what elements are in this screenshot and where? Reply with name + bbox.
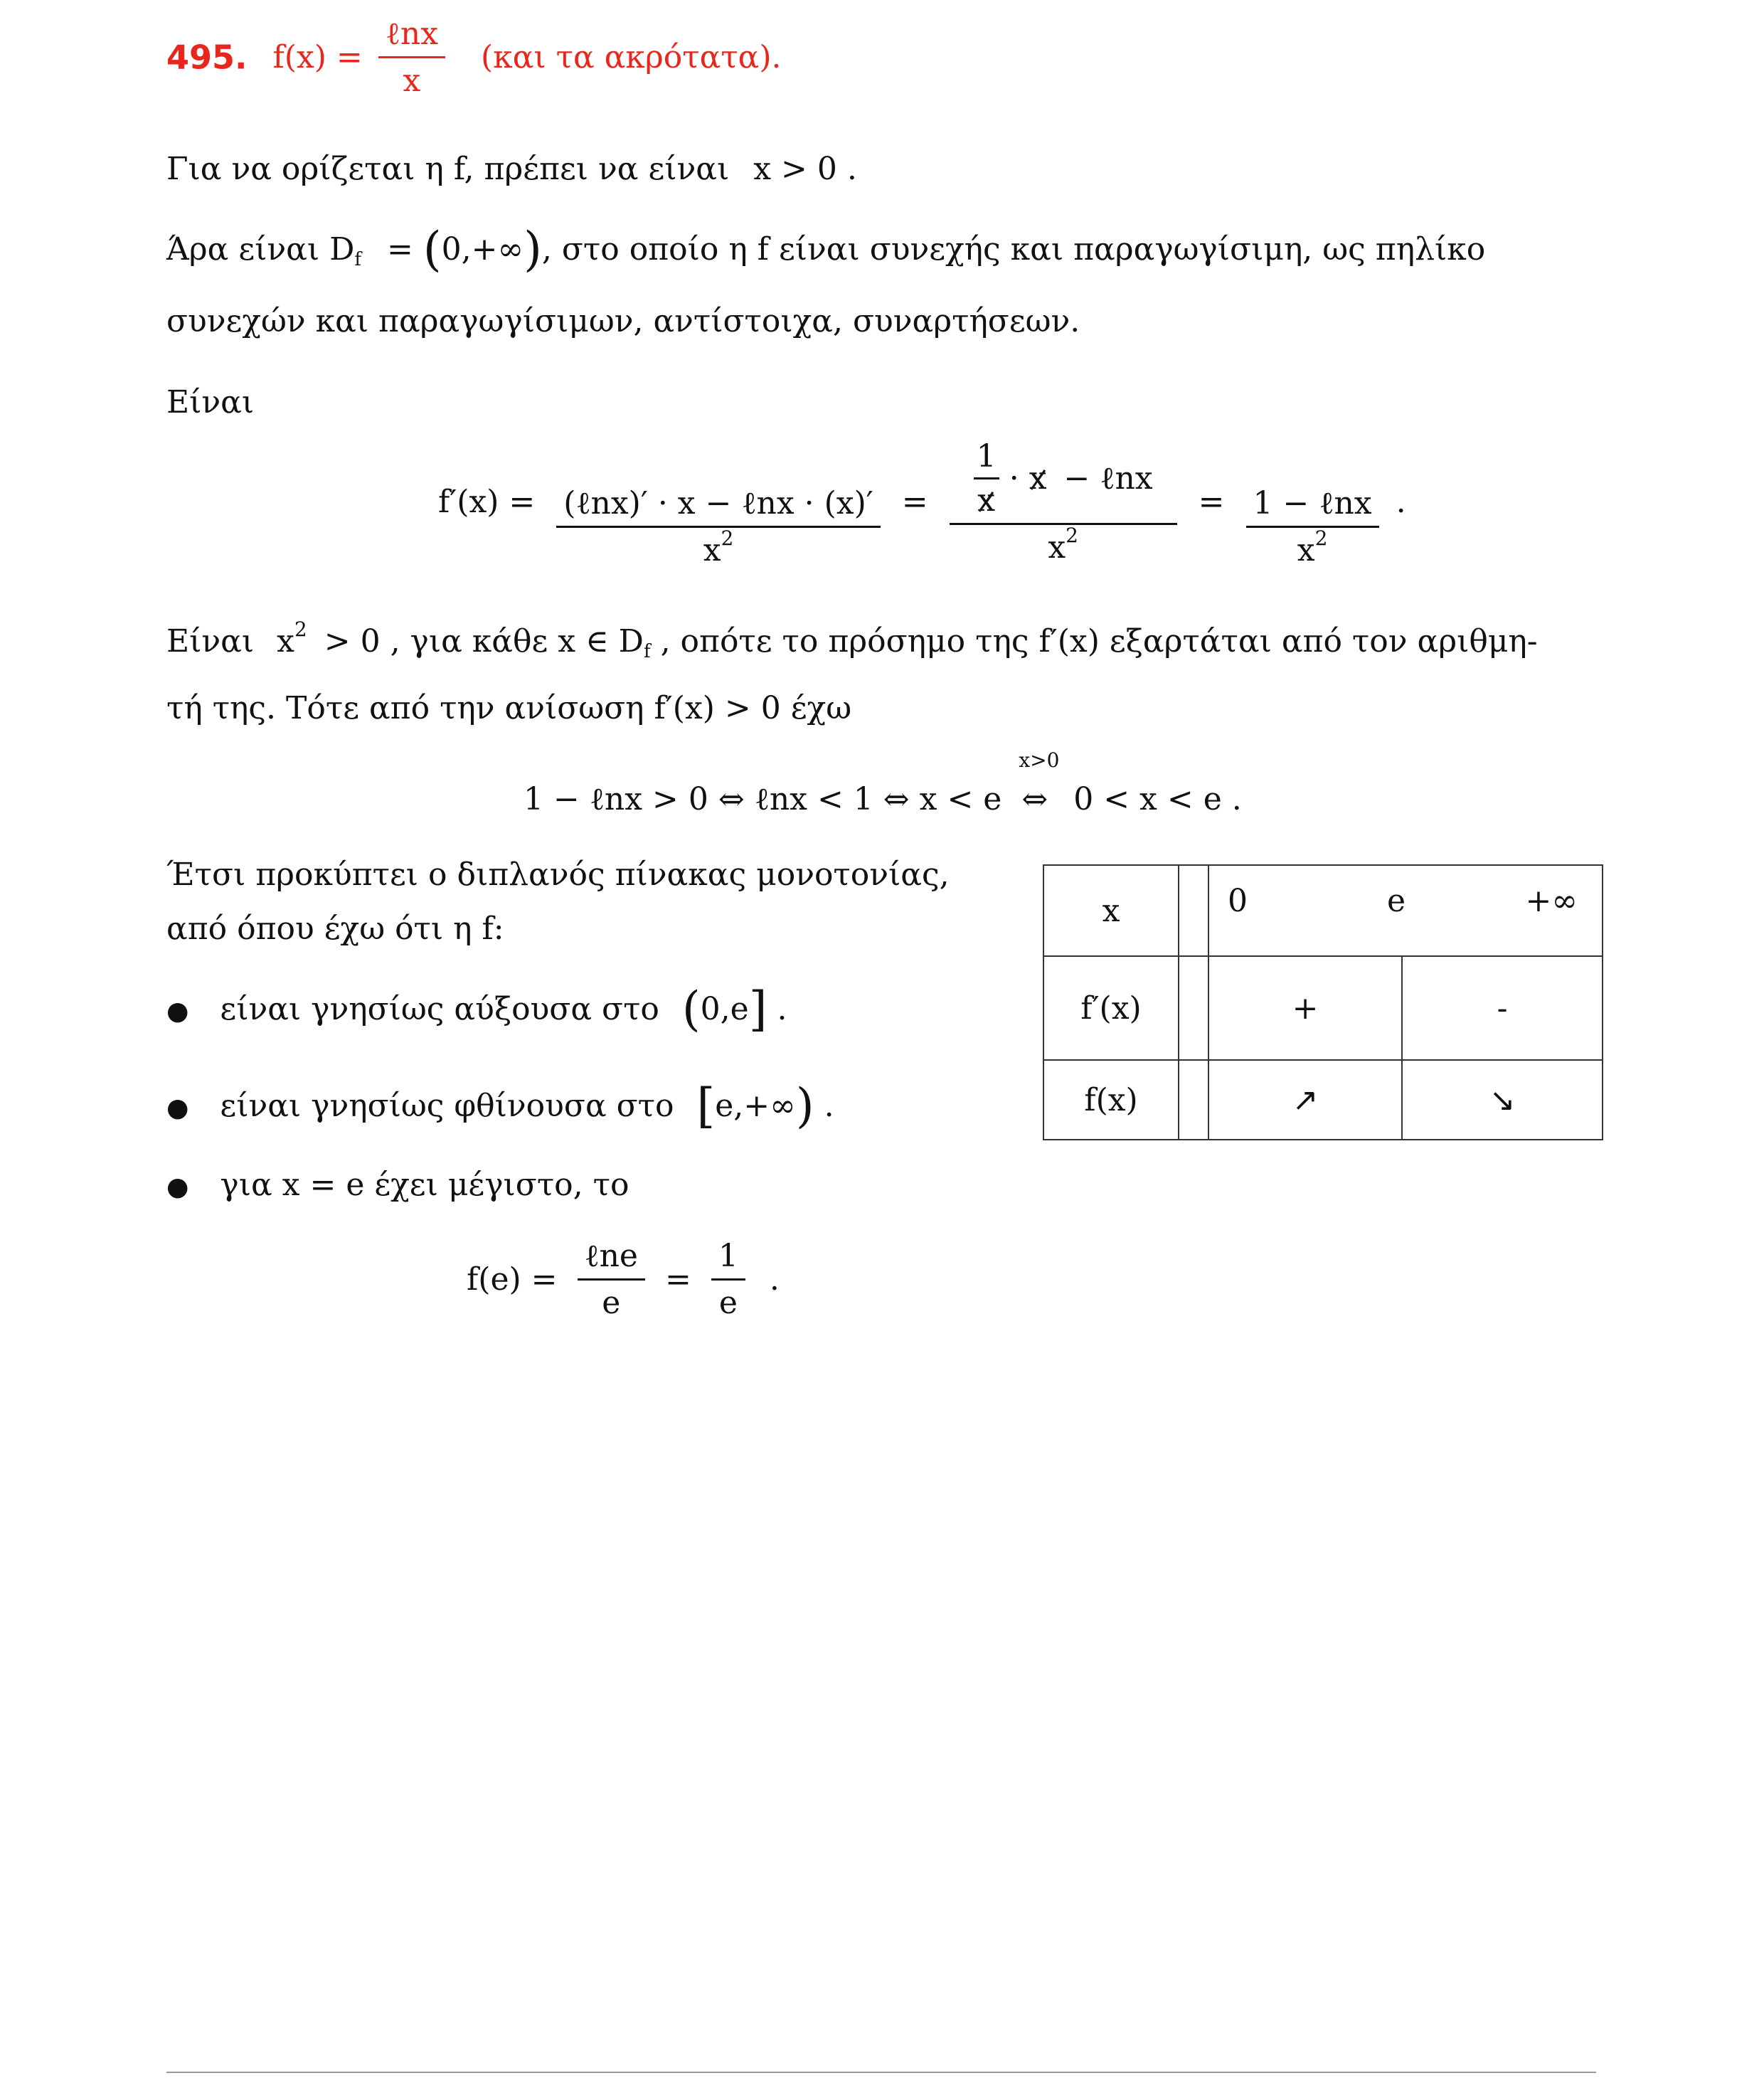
derivative-equation: f′(x) = $\frac{\text{(ℓnx)′ · x − ℓnx · (x)′}}{x^2}$ = $\frac{1}{x}$ · x − ℓnx $x^2$ = $\frac{\text{1 − ℓnx}}{x^2}$ .: [438, 435, 1406, 568]
paragraph-domain-condition: Για να ορίζεται η f, πρέπει να είναι x > 0 .: [166, 151, 857, 187]
problem-lhs: f(x) =: [272, 39, 363, 75]
sign-negative: -: [1402, 956, 1603, 1060]
table-x-values: 0 e +∞: [1208, 865, 1603, 956]
table-label-function: f(x): [1043, 1060, 1179, 1140]
problem-numerator: ℓnx: [385, 16, 439, 52]
table-row: [1043, 956, 1603, 1060]
paragraph-sign-line2: τή της. Τότε από την ανίσωση f′(x) > 0 έχω: [166, 690, 852, 726]
table-row: [1043, 1060, 1603, 1140]
derivative-fraction-2: $\frac{1}{x}$ · x − ℓnx $x^2$: [950, 438, 1177, 566]
table-label-derivative: f′(x): [1043, 956, 1179, 1060]
problem-denominator: x: [378, 56, 445, 99]
paragraph-einai: Είναι: [166, 384, 255, 420]
derivative-fraction-1: $\frac{\text{(ℓnx)′ · x − ℓnx · (x)′}}{x^2}$: [556, 435, 881, 568]
problem-fraction: [378, 16, 445, 99]
list-item: ● είναι γνησίως αύξουσα στο (0,e] .: [166, 982, 787, 1037]
derivative-fraction-3: $\frac{\text{1 − ℓnx}}{x^2}$: [1246, 435, 1379, 568]
max-value-equation: f(e) = $\frac{\text{ℓne}}{e}$ = $\frac{1}{e}$ .: [467, 1238, 780, 1321]
table-row: [1043, 865, 1603, 956]
problem-heading: [166, 16, 782, 99]
inequality-chain: 1 − ℓnx > 0 ⇔ ℓnx < 1 ⇔ x < e x>0 ⇔ 0 < x < e .: [524, 748, 1242, 817]
problem-number: 495.: [166, 38, 248, 77]
table-label-x: x: [1043, 865, 1179, 956]
paragraph-domain-line2: συνεχών και παραγωγίσιμων, αντίστοιχα, συναρτήσεων.: [166, 303, 1080, 339]
list-item: ● είναι γνησίως φθίνουσα στο [e,+∞) .: [166, 1078, 834, 1133]
bullet-icon: ●: [166, 997, 189, 1026]
monotonicity-table: [1043, 864, 1603, 1140]
sign-positive: +: [1208, 956, 1402, 1060]
paragraph-table-intro: Έτσι προκύπτει ο διπλανός πίνακας μονοτονίας,: [166, 857, 950, 893]
increasing-arrow-icon: ↗: [1208, 1060, 1402, 1140]
list-item: ● για x = e έχει μέγιστο, το: [166, 1167, 629, 1203]
inner-fraction: $\frac{1}{x}$: [974, 438, 999, 519]
max-fraction-2: $\frac{1}{e}$: [711, 1238, 745, 1321]
footer-divider: [166, 2072, 1596, 2073]
max-fraction-1: $\frac{\text{ℓne}}{e}$: [578, 1238, 645, 1321]
paragraph-domain: Άρα είναι $D_f = (0,+\infty)$, στο οποίο η f είναι συνεχής και παραγωγίσιμη, ως πηλίκο: [166, 222, 1486, 277]
paragraph-table-intro-line2: από όπου έχω ότι η f:: [166, 911, 504, 947]
paragraph-sign: Είναι $x^2 > 0$ , για κάθε x ∈ $D_f$ , οπότε το πρόσημο της f′(x) εξαρτάται από τον αριθμη-: [166, 618, 1538, 662]
bullet-icon: ●: [166, 1172, 189, 1202]
problem-note: (και τα ακρότατα).: [481, 39, 782, 75]
bullet-icon: ●: [166, 1093, 189, 1123]
decreasing-arrow-icon: ↘: [1402, 1060, 1603, 1140]
